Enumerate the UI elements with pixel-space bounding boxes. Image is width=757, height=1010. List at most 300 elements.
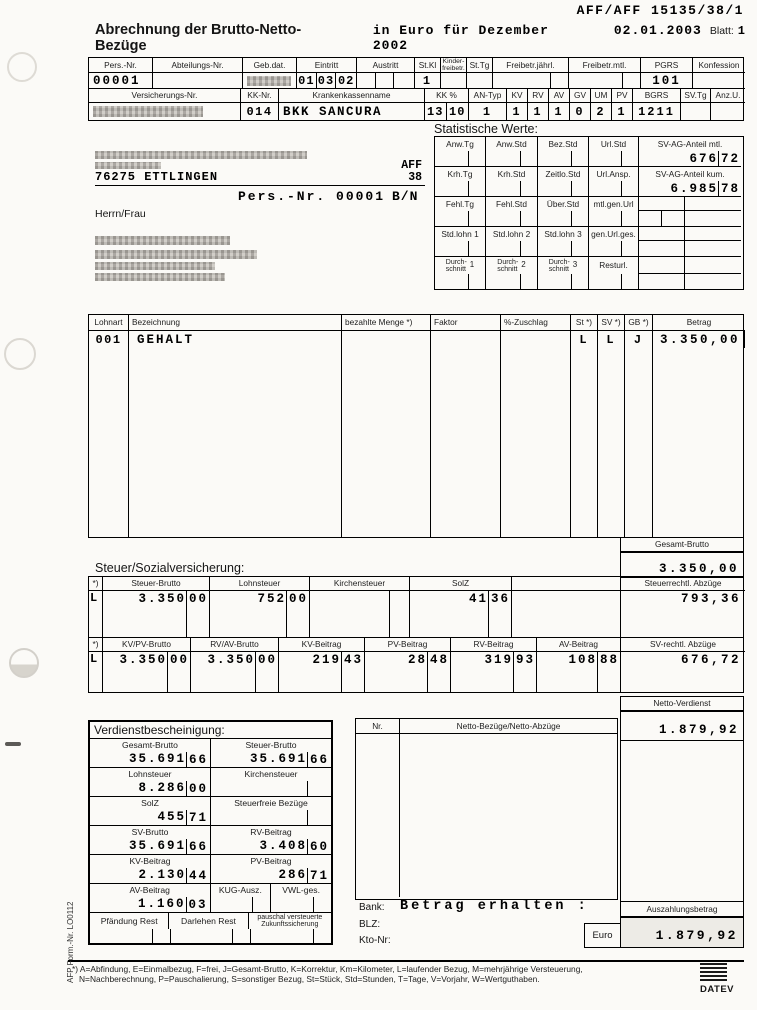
flag-cell: L <box>89 652 103 692</box>
label-line: Durch- <box>548 258 570 266</box>
empty-cell <box>512 577 621 591</box>
id-header-row-1 <box>89 58 743 73</box>
header-cell: SV-AG-Anteil kum. <box>655 168 725 179</box>
header-cell: Fehl.Std <box>486 197 538 211</box>
netto-verdienst-label-box <box>620 696 744 711</box>
amount-dec: 71 <box>307 868 331 883</box>
gv-value: 0 <box>570 103 591 120</box>
st-kl-value: 1 <box>415 73 441 89</box>
amount-dec: 88 <box>597 652 620 692</box>
header-cell: Anw.Tg <box>435 137 486 151</box>
empty-cell <box>685 197 741 211</box>
amount-dec: 66 <box>186 839 210 854</box>
stat-value-row <box>435 241 743 257</box>
header-cell: Anw.Std <box>486 137 538 151</box>
header-cell: RV/AV-Brutto <box>191 638 279 652</box>
verdienst-value-row <box>90 752 331 768</box>
empty-cell <box>639 274 685 289</box>
footer-rule <box>68 960 744 962</box>
header-cell: Bezeichnung <box>129 315 342 331</box>
empty-cell <box>625 348 653 537</box>
date-part <box>357 73 376 88</box>
header-cell: SolZ <box>90 797 211 810</box>
date-part: 01 <box>297 73 317 88</box>
kv-beitrag-value <box>279 652 365 692</box>
auszahlungsbetrag-value-box <box>620 917 744 948</box>
redacted-recipient-line <box>95 236 230 245</box>
empty-cell <box>431 331 501 348</box>
pv-beitrag-value <box>365 652 451 692</box>
flag-cell: L <box>89 591 103 637</box>
decimal-split <box>571 151 588 166</box>
redacted-employer-line <box>95 151 307 159</box>
vd-kirchensteuer-value <box>211 781 331 797</box>
header-cell: Steuerfreie Bezüge <box>234 798 308 809</box>
header-cell: GV <box>570 89 591 103</box>
redacted-recipient-line <box>95 250 257 259</box>
header-cell: KK-Nr. <box>241 89 279 103</box>
amount-dec: 66 <box>307 752 331 767</box>
decimal-split <box>313 929 331 943</box>
redacted-text <box>93 106 203 117</box>
vd-av-beitrag-value <box>90 897 211 913</box>
header-cell: Lohnart <box>89 315 129 331</box>
header-cell: SV-AG-Anteil mtl. <box>657 138 723 149</box>
amount-dec: 44 <box>186 868 210 883</box>
empty-cell <box>685 257 741 274</box>
decimal-split <box>520 274 537 289</box>
auszahlungsbetrag-value: 1.879,92 <box>655 928 738 943</box>
lohnart-table <box>88 314 744 538</box>
betrag-erhalten-value: Betrag erhalten : <box>400 899 589 914</box>
empty-cell <box>342 331 431 348</box>
lohnart-nr: 001 <box>89 331 129 348</box>
header-cell: Betrag <box>653 315 745 331</box>
empty-cell <box>639 211 685 227</box>
gesamt-brutto-value-box <box>620 552 744 578</box>
verdienst-value-row <box>90 868 331 884</box>
lohnsteuer-value <box>210 591 310 637</box>
sheet-number: 1 <box>737 24 745 38</box>
empty-cell <box>569 73 641 89</box>
header-cell: Std.lohn 2 <box>486 227 538 241</box>
empty-cell <box>685 241 741 257</box>
header-cell: bezahlte Menge *) <box>342 315 431 331</box>
header-cell: pauschal versteuerte Zukunftssicherung <box>257 913 323 928</box>
number-part: 10 <box>449 104 466 119</box>
empty-cell <box>639 241 685 257</box>
decimal-split <box>621 181 638 196</box>
stat-header-row <box>435 197 743 211</box>
verdienst-label-row <box>90 768 331 781</box>
amount-column-empty <box>620 740 744 901</box>
vd-kug-value <box>211 897 272 913</box>
header-cell: St.Kl <box>415 58 441 73</box>
decimal-split <box>621 211 638 226</box>
header-cell: PV <box>612 89 633 103</box>
steuer-value-row <box>89 591 743 637</box>
eintritt-value <box>297 73 357 89</box>
header-cell: AV-Beitrag <box>537 638 621 652</box>
header-cell: Versicherungs-Nr. <box>89 89 241 103</box>
amount-dec: 00 <box>255 652 278 692</box>
amount-int: 35.691 <box>249 752 307 766</box>
header-cell: Steuerrechtl. Abzüge <box>621 577 745 591</box>
date-part: 03 <box>317 73 337 88</box>
verdienst-value-row <box>90 781 331 797</box>
decimal-split <box>468 151 485 166</box>
header-cell: Kirchensteuer <box>244 769 298 780</box>
rv-beitrag-value <box>451 652 537 692</box>
title-row <box>95 22 745 54</box>
empty-cell <box>685 211 741 227</box>
netto-header-row <box>356 719 617 734</box>
empty-cell <box>431 348 501 537</box>
decimal-split <box>571 274 588 289</box>
vd-lohnsteuer-value <box>90 781 211 797</box>
verdienst-title: Verdienstbescheinigung: <box>90 722 331 739</box>
empty-cell <box>538 151 589 167</box>
header-cell: Steuer-Brutto <box>245 740 297 751</box>
empty-cell <box>538 241 589 257</box>
stat-header-row <box>435 227 743 241</box>
decimal-split <box>152 929 170 943</box>
av-beitrag-value <box>537 652 621 692</box>
sv-ag-anteil-kum-value <box>639 181 741 197</box>
legend-line-2: N=Nachberechnung, P=Pauschalierung, S=sonstiger Bezug, St=Stück, Std=Stunden, T=Tage, V=Vorjahr, W=Wertguthaben. <box>79 973 540 984</box>
euro-box: Euro <box>584 923 621 948</box>
av-value: 1 <box>549 103 570 120</box>
empty-cell <box>467 73 493 89</box>
lohnart-bezeichnung: GEHALT <box>129 331 342 348</box>
empty-cell <box>681 103 711 120</box>
title-date: 02.01.2003 <box>613 23 702 38</box>
amount-int: 35.691 <box>128 752 186 766</box>
dispatch-code-1: AFF <box>401 159 422 172</box>
empty-cell <box>435 151 486 167</box>
versicherungs-nr-value <box>89 103 241 120</box>
employee-id-table <box>88 57 744 121</box>
stat-value-row <box>435 151 743 167</box>
header-cell: Freibetr.jährl. <box>493 58 569 73</box>
amount-int: 319 <box>484 653 513 667</box>
label-line: schnitt <box>548 265 569 273</box>
vd-sv-brutto-value <box>90 839 211 855</box>
header-cell: Eintritt <box>297 58 357 73</box>
lohnart-empty-body <box>89 348 743 537</box>
sheet-label: Blatt: <box>709 25 734 37</box>
header-cell: Kinder- freibetr. <box>441 58 467 73</box>
empty-cell <box>342 348 431 537</box>
vd-pv-beitrag-value <box>211 868 331 884</box>
stat-header-row <box>435 167 743 181</box>
um-value: 2 <box>591 103 612 120</box>
label-line: schnitt <box>497 265 518 273</box>
datev-logo-text: DATEV <box>700 984 734 995</box>
kv-value: 1 <box>507 103 528 120</box>
empty-cell <box>538 211 589 227</box>
date-part: 02 <box>337 73 355 88</box>
empty-cell <box>639 227 685 241</box>
header-cell: Faktor <box>431 315 501 331</box>
header-cell: Std.lohn 1 <box>435 227 486 241</box>
bn-code: B/N <box>392 189 419 204</box>
amount-int: 676 <box>689 152 718 166</box>
amount-dec: 78 <box>718 181 741 196</box>
blz-label: BLZ: <box>359 919 381 930</box>
verdienst-value-row <box>90 897 331 913</box>
header-cell: AN-Typ <box>469 89 507 103</box>
netto-verdienst-label: Netto-Verdienst <box>653 698 711 709</box>
amount-int: 28 <box>407 653 427 667</box>
empty-cell <box>129 348 342 537</box>
amount-dec: 43 <box>341 652 364 692</box>
decimal-split <box>232 929 250 943</box>
header-cell: RV <box>528 89 549 103</box>
amount-dec: 03 <box>186 897 210 912</box>
header-cell: Darlehen Rest <box>169 913 248 929</box>
header-cell: Nr. <box>356 719 400 734</box>
amount-int: 219 <box>312 653 341 667</box>
header-cell: Konfession <box>693 58 745 73</box>
header-cell: KV/PV-Brutto <box>103 638 191 652</box>
vd-steuer-brutto-value <box>211 752 331 768</box>
header-cell: Krankenkassenname <box>279 89 425 103</box>
date-part <box>376 73 395 88</box>
header-cell: mtl.gen.Url <box>589 197 639 211</box>
steuerrechtl-abzuege-value: 793,36 <box>680 592 741 606</box>
verdienst-label-row <box>90 913 331 929</box>
label-line: schnitt <box>445 265 466 273</box>
header-cell <box>435 257 486 274</box>
verdienst-label-row <box>90 797 331 810</box>
decimal-split <box>307 810 331 825</box>
amount-dec: 00 <box>186 781 210 796</box>
netto-verdienst-value-box <box>620 711 744 741</box>
stat-header-row <box>435 257 743 274</box>
statistik-title: Statistische Werte: <box>434 122 538 136</box>
header-cell: Url.Ansp. <box>589 167 639 181</box>
verdienst-table <box>88 720 333 945</box>
amount-dec: 72 <box>718 151 741 166</box>
header-cell: Lohnsteuer <box>210 577 310 591</box>
rv-value: 1 <box>528 103 549 120</box>
sv-ag-anteil-mtl-value <box>639 151 741 167</box>
header-cell: Kirchensteuer <box>310 577 410 591</box>
header-cell: %-Zuschlag <box>501 315 571 331</box>
header-cell: SV-rechtl. Abzüge <box>621 638 745 652</box>
solz-value <box>410 591 512 637</box>
decimal-split <box>621 151 638 166</box>
amount-dec: 00 <box>167 652 190 692</box>
empty-cell <box>639 257 685 274</box>
empty-cell <box>501 348 571 537</box>
empty-cell <box>441 73 467 89</box>
header-cell: gen.Url.ges. <box>589 227 639 241</box>
header-cell: Bez.Std <box>538 137 589 151</box>
sv-rechtl-abzuege-value: 676,72 <box>680 653 741 667</box>
header-cell: *) <box>89 577 103 591</box>
header-cell: UM <box>591 89 612 103</box>
header-cell: Std.lohn 3 <box>538 227 589 241</box>
statistik-table <box>434 136 744 290</box>
header-cell: Geb.dat. <box>243 58 297 73</box>
verdienst-title-row <box>90 722 331 739</box>
gb-flag: J <box>625 331 653 348</box>
header-cell: RV-Beitrag <box>451 638 537 652</box>
header-cell: Url.Std <box>589 137 639 151</box>
verdienst-value-row <box>90 929 331 943</box>
header-cell: Pfändung Rest <box>90 913 169 929</box>
an-typ-value: 1 <box>469 103 507 120</box>
header-cell: Krh.Std <box>486 167 538 181</box>
label-line: Durch- <box>497 258 519 266</box>
header-cell <box>538 257 589 274</box>
redacted-employer-line <box>95 162 161 169</box>
empty-cell <box>639 197 685 211</box>
kk-prozent-value <box>425 103 469 120</box>
title-period: in Euro für Dezember 2002 <box>372 23 549 53</box>
redacted-recipient-line <box>95 262 215 270</box>
empty-cell <box>486 274 538 289</box>
header-cell: *) <box>89 638 103 652</box>
header-cell: Lohnsteuer <box>90 768 211 781</box>
amount-dec: 93 <box>513 652 536 692</box>
header-cell: Krh.Tg <box>435 167 486 181</box>
amount-int: 3.350 <box>119 653 167 667</box>
address-rule <box>95 185 425 186</box>
header-cell: KV-Beitrag <box>90 855 211 868</box>
amount-dec: 00 <box>286 591 309 637</box>
kvpv-brutto-value <box>103 652 191 692</box>
decimal-split <box>307 781 331 796</box>
header-cell: KUG-Ausz. <box>211 884 272 897</box>
header-cell <box>486 257 538 274</box>
empty-cell <box>486 211 538 227</box>
bank-label: Bank: <box>359 902 385 913</box>
decimal-split <box>639 211 662 226</box>
date-part <box>394 73 414 88</box>
amount-dec: 71 <box>186 810 210 825</box>
header-cell: SV-Brutto <box>90 826 211 839</box>
legend-line-1: *) A=Abfindung, E=Einmalbezug, F=frei, J=Gesamt-Brutto, K=Korrektur, Km=Kilometer, L=laufender Bezug, M=mehrjährige Versteuerung, <box>72 964 583 974</box>
decimal-split <box>571 181 588 196</box>
header-cell: SV.Tg <box>681 89 711 103</box>
empty-cell <box>89 348 129 537</box>
empty-cell <box>501 331 571 348</box>
bgrs-value: 1211 <box>633 103 681 120</box>
empty-cell <box>589 181 639 197</box>
empty-cell <box>435 274 486 289</box>
salutation: Herrn/Frau <box>95 208 146 220</box>
gesamt-brutto-label-box <box>620 537 744 552</box>
geb-dat-value <box>243 73 297 89</box>
decimal-split <box>468 181 485 196</box>
lohnart-data-row <box>89 331 743 348</box>
verdienst-label-row <box>90 826 331 839</box>
netto-verdienst-value: 1.879,92 <box>658 722 739 737</box>
decimal-split <box>252 897 270 912</box>
amount-int: 35.691 <box>128 839 186 853</box>
rvav-brutto-value <box>191 652 279 692</box>
label-index: 3 <box>572 260 578 270</box>
header-cell: GB *) <box>625 315 653 331</box>
amount-int: 41 <box>468 592 488 606</box>
amount-int: 752 <box>257 592 286 606</box>
verdienst-label-row <box>90 739 331 752</box>
empty-cell <box>435 211 486 227</box>
redacted-text <box>247 76 291 86</box>
pers-nr-value: 00001 <box>89 73 153 89</box>
empty-cell <box>571 348 598 537</box>
steuer-table <box>88 576 744 638</box>
decimal-split <box>468 274 485 289</box>
amount-int: 286 <box>278 868 307 882</box>
sv-value-row <box>89 652 743 692</box>
header-cell: PV-Beitrag <box>365 638 451 652</box>
verdienst-label-row <box>90 884 331 897</box>
header-cell: RV-Beitrag <box>250 827 292 838</box>
empty-cell <box>685 227 741 241</box>
lohnart-header-row <box>89 315 743 331</box>
header-cell: Freibetr.mtl. <box>569 58 641 73</box>
empty-cell <box>598 348 625 537</box>
amount-dec: 60 <box>307 839 331 854</box>
vd-solz-value <box>90 810 211 826</box>
redacted-recipient-line <box>95 273 225 281</box>
empty-cell <box>435 181 486 197</box>
datev-logo <box>700 963 734 995</box>
decimal-split <box>621 241 638 256</box>
header-cell: PV-Beitrag <box>250 856 292 867</box>
decimal-split <box>621 274 638 289</box>
stat-value-row <box>435 211 743 227</box>
sv-header-row <box>89 638 743 652</box>
empty-cell <box>153 73 243 89</box>
decimal-split <box>571 211 588 226</box>
gesamt-brutto-label: Gesamt-Brutto <box>655 539 709 550</box>
empty-cell <box>400 734 617 897</box>
decimal-split <box>622 73 640 88</box>
amount-int: 108 <box>568 653 597 667</box>
pv-value: 1 <box>612 103 633 120</box>
decimal-split <box>520 241 537 256</box>
steuer-header-row <box>89 577 743 591</box>
empty-cell <box>486 241 538 257</box>
amount-dec: 48 <box>427 652 450 692</box>
netto-empty-body <box>356 734 617 897</box>
page-title: Abrechnung der Brutto-Netto-Bezüge <box>95 22 302 54</box>
empty-cell <box>711 103 745 120</box>
datev-stripes-icon <box>700 963 727 983</box>
label-line: Durch- <box>445 258 467 266</box>
empty-cell <box>589 211 639 227</box>
decimal-split <box>520 211 537 226</box>
empty-cell <box>538 181 589 197</box>
dispatch-code-2: 38 <box>408 171 422 184</box>
header-cell: BGRS <box>633 89 681 103</box>
vd-zukunft-value <box>251 929 331 943</box>
header-cell: PGRS <box>641 58 693 73</box>
header-cell: St *) <box>571 315 598 331</box>
id-value-row-2 <box>89 103 743 120</box>
steuer-section-title: Steuer/Sozialversicherung: <box>95 561 245 575</box>
header-cell: VWL-ges. <box>282 885 320 896</box>
empty-cell <box>589 241 639 257</box>
stat-value-row <box>435 274 743 289</box>
form-number-vertical: AFP Form.-Nr. LO0112 <box>66 901 75 983</box>
pgrs-value: 101 <box>641 73 693 89</box>
